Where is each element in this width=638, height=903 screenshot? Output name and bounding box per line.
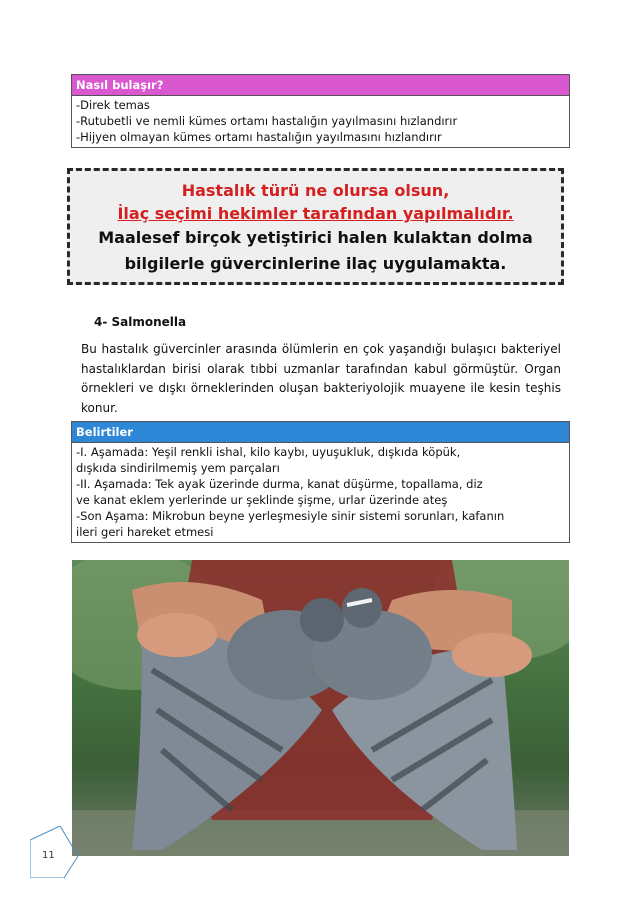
table-row: -Son Aşama: Mikrobun beyne yerleşmesiyle sinir sistemi sorunları, kafanın bbox=[76, 509, 505, 523]
section-paragraph: Bu hastalık güvercinler arasında ölümlerin en çok yaşandığı bulaşıcı bakteriyel hastalıklardan birisi olarak tıbbi uzmanlar tarafından kabul görmüştür. Organ örnekleri ve dışkı örneklerinden oluşan bakteriyolojik muayene ile kesin teşhis konur. bbox=[81, 342, 561, 415]
page-number-corner bbox=[30, 826, 80, 878]
transmission-table-header: Nasıl bulaşır? bbox=[72, 75, 569, 95]
table-row: -Direk temas bbox=[76, 98, 150, 112]
table-row: -Hijyen olmayan kümes ortamı hastalığın yayılmasını hızlandırır bbox=[76, 130, 442, 144]
table-row: ileri geri hareket etmesi bbox=[76, 525, 214, 539]
warning-line-3: Maalesef birçok yetiştirici halen kulaktan dolma bbox=[98, 228, 533, 247]
page-corner-shape bbox=[30, 826, 80, 878]
warning-line-1: Hastalık türü ne olursa olsun, bbox=[181, 181, 450, 200]
table-row: -Rutubetli ve nemli kümes ortamı hastalığın yayılmasını hızlandırır bbox=[76, 114, 458, 128]
symptoms-table-header: Belirtiler bbox=[72, 422, 569, 442]
warning-line-2: İlaç seçimi hekimler tarafından yapılmalıdır. bbox=[117, 204, 514, 223]
section-title: 4- Salmonella bbox=[94, 315, 187, 329]
symptoms-table bbox=[71, 421, 570, 543]
warning-line-4: bilgilerle güvercinlerine ilaç uygulamakta. bbox=[124, 254, 507, 273]
table-row: dışkıda sindirilmemiş yem parçaları bbox=[76, 461, 280, 475]
table-row: ve kanat eklem yerlerinde ur şeklinde şişme, urlar üzerinde ateş bbox=[76, 493, 448, 507]
pigeon-illustration bbox=[72, 560, 569, 856]
pigeon-photo bbox=[72, 560, 569, 856]
page-number: 11 bbox=[42, 850, 55, 861]
warning-box bbox=[67, 168, 564, 285]
table-row: -I. Aşamada: Yeşil renkli ishal, kilo kaybı, uyuşukluk, dışkıda köpük, bbox=[76, 445, 461, 459]
transmission-table bbox=[71, 74, 570, 148]
table-row: -II. Aşamada: Tek ayak üzerinde durma, kanat düşürme, topallama, diz bbox=[76, 477, 483, 491]
